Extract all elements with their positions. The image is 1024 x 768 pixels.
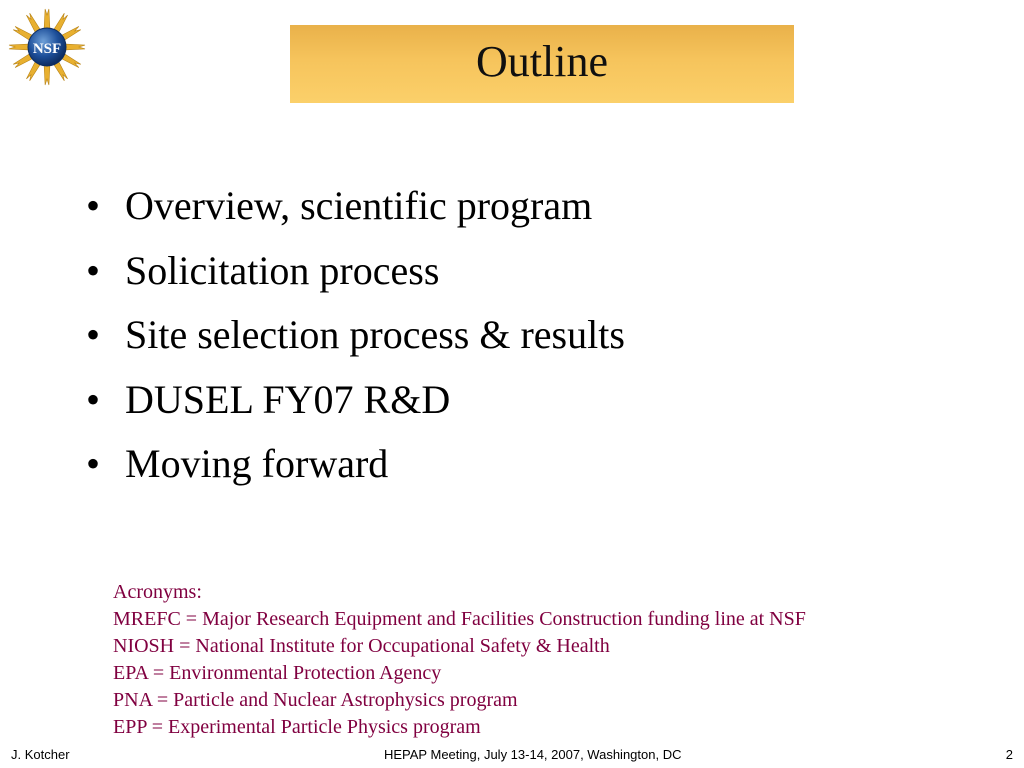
acronym-line: EPP = Experimental Particle Physics program [113,716,481,738]
acronym-line: EPA = Environmental Protection Agency [113,662,442,684]
nsf-logo-icon [6,6,88,88]
bullet-dot-icon: • [86,376,101,422]
bullet-list [86,178,625,501]
acronym-line: PNA = Particle and Nuclear Astrophysics program [113,689,518,711]
bullet-dot-icon: • [86,312,101,357]
bullet-dot-icon: • [86,441,101,486]
acronyms-block [113,579,806,741]
acronym-line: NIOSH = National Institute for Occupational Safety & Health [113,635,610,657]
bullet-item: • Solicitation process [86,243,625,308]
slide-title: Outline [476,37,608,86]
title-band [290,25,794,103]
footer-event: HEPAP Meeting, July 13-14, 2007, Washington, DC [384,747,682,762]
acronym-line: MREFC = Major Research Equipment and Facilities Construction funding line at NSF [113,608,806,630]
bullet-dot-icon: • [86,183,101,228]
bullet-item: • Overview, scientific program [86,178,625,243]
bullet-item: • DUSEL FY07 R&D [86,372,625,437]
acronyms-heading: Acronyms: [113,581,202,603]
footer-page-number: 2 [1005,747,1013,762]
bullet-item: • Moving forward [86,436,625,501]
bullet-dot-icon: • [86,247,101,293]
footer-author: J. Kotcher [11,747,70,762]
logo-text: NSF [32,41,62,57]
bullet-item: • Site selection process & results [86,307,625,372]
